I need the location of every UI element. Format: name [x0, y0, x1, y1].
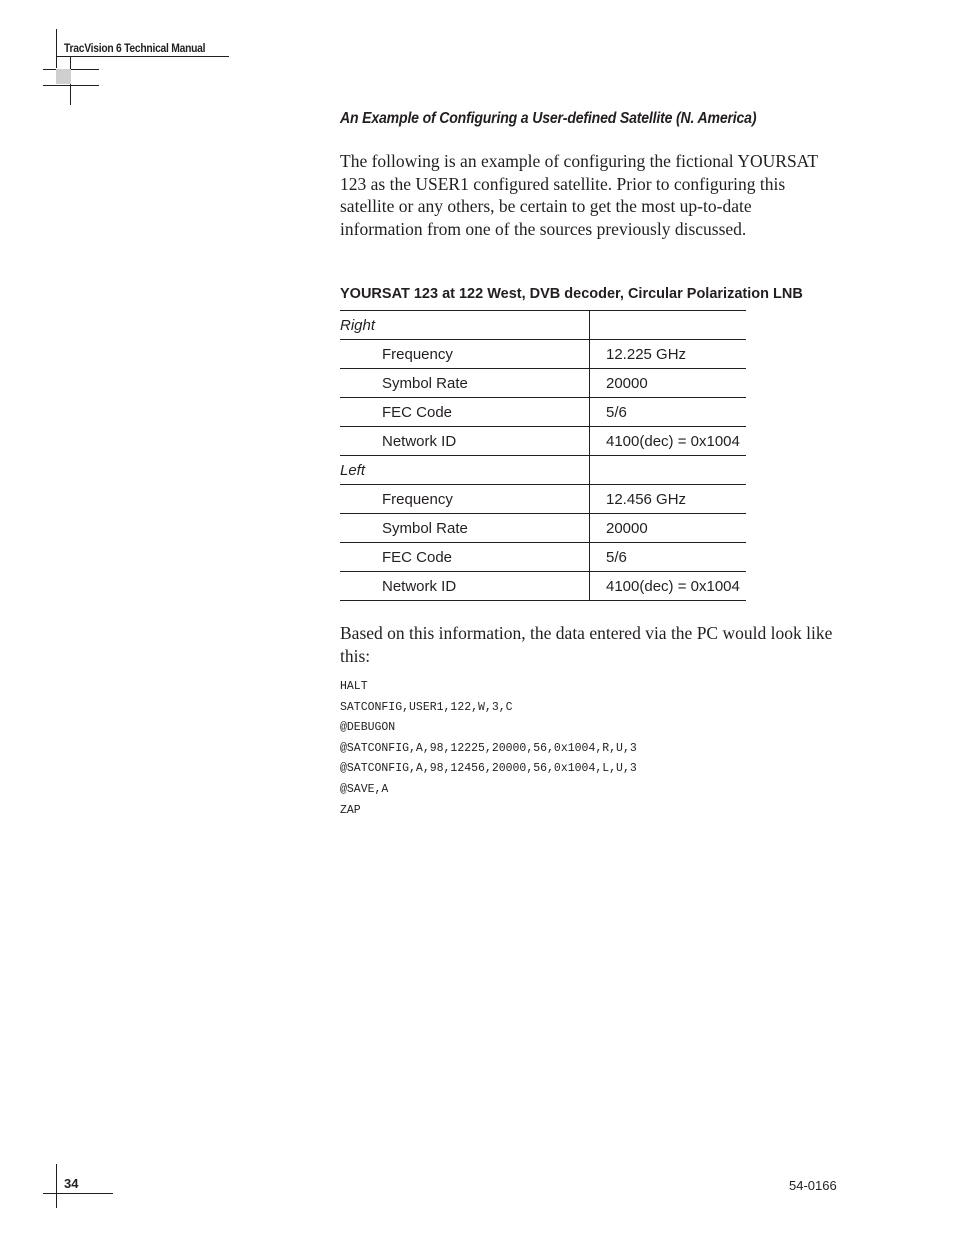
param-name: Network ID: [340, 427, 590, 456]
registration-mark-horizontal: [43, 69, 99, 70]
followup-paragraph: Based on this information, the data entered via the PC would look like this:: [340, 623, 833, 666]
code-line: HALT: [340, 680, 368, 693]
header-rule: [56, 56, 229, 57]
code-block: [340, 677, 637, 821]
code-line: @SAVE,A: [340, 782, 389, 796]
param-name: FEC Code: [340, 398, 590, 427]
param-value: 5/6: [590, 398, 747, 427]
table-row: [340, 572, 746, 601]
code-line: @DEBUGON: [340, 721, 396, 735]
page-number: 34: [64, 1176, 79, 1191]
running-head: TracVision 6 Technical Manual: [64, 41, 206, 55]
footer-crop-mark-vertical: [56, 1164, 57, 1208]
table-row: [340, 427, 746, 456]
section-title: An Example of Configuring a User-defined Satellite (N. America): [340, 110, 757, 127]
table-row: [340, 514, 746, 543]
table-row: [340, 543, 746, 572]
satellite-config-table: [340, 310, 746, 601]
code-line: SATCONFIG,USER1,122,W,3,C: [340, 700, 513, 714]
code-line: @SATCONFIG,A,98,12456,20000,56,0x1004,L,U,3: [340, 762, 637, 776]
code-line: @SATCONFIG,A,98,12225,20000,56,0x1004,R,U,3: [340, 741, 637, 755]
crop-mark-top-vertical: [56, 29, 57, 68]
group-value-empty: [590, 456, 747, 485]
group-label-right: Right: [340, 311, 590, 340]
table-row: [340, 485, 746, 514]
table-row: [340, 398, 746, 427]
table-caption: YOURSAT 123 at 122 West, DVB decoder, Circular Polarization LNB: [340, 286, 803, 302]
param-value: 5/6: [590, 543, 747, 572]
param-name: Frequency: [340, 485, 590, 514]
param-value: 4100(dec) = 0x1004: [590, 427, 747, 456]
footer-rule: [43, 1193, 113, 1194]
param-name: Network ID: [340, 572, 590, 601]
param-name: FEC Code: [340, 543, 590, 572]
param-value: 12.225 GHz: [590, 340, 747, 369]
param-value: 12.456 GHz: [590, 485, 747, 514]
group-label-left: Left: [340, 456, 590, 485]
param-name: Symbol Rate: [340, 369, 590, 398]
registration-gray-square: [56, 69, 71, 84]
document-number: 54-0166: [789, 1178, 837, 1193]
param-value: 20000: [590, 369, 747, 398]
table-row: [340, 456, 746, 485]
group-value-empty: [590, 311, 747, 340]
param-value: 4100(dec) = 0x1004: [590, 572, 747, 601]
param-value: 20000: [590, 514, 747, 543]
intro-paragraph: The following is an example of configuring the fictional YOURSAT 123 as the USER1 configured satellite. Prior to configuring this satellite or any others, be certain to get the most up-to-date information from one of the sources previously discussed.: [340, 151, 818, 239]
param-name: Frequency: [340, 340, 590, 369]
param-name: Symbol Rate: [340, 514, 590, 543]
registration-mark-horizontal-lower: [43, 85, 99, 86]
table-row: [340, 311, 746, 340]
table-row: [340, 340, 746, 369]
code-line: ZAP: [340, 803, 361, 817]
table-row: [340, 369, 746, 398]
